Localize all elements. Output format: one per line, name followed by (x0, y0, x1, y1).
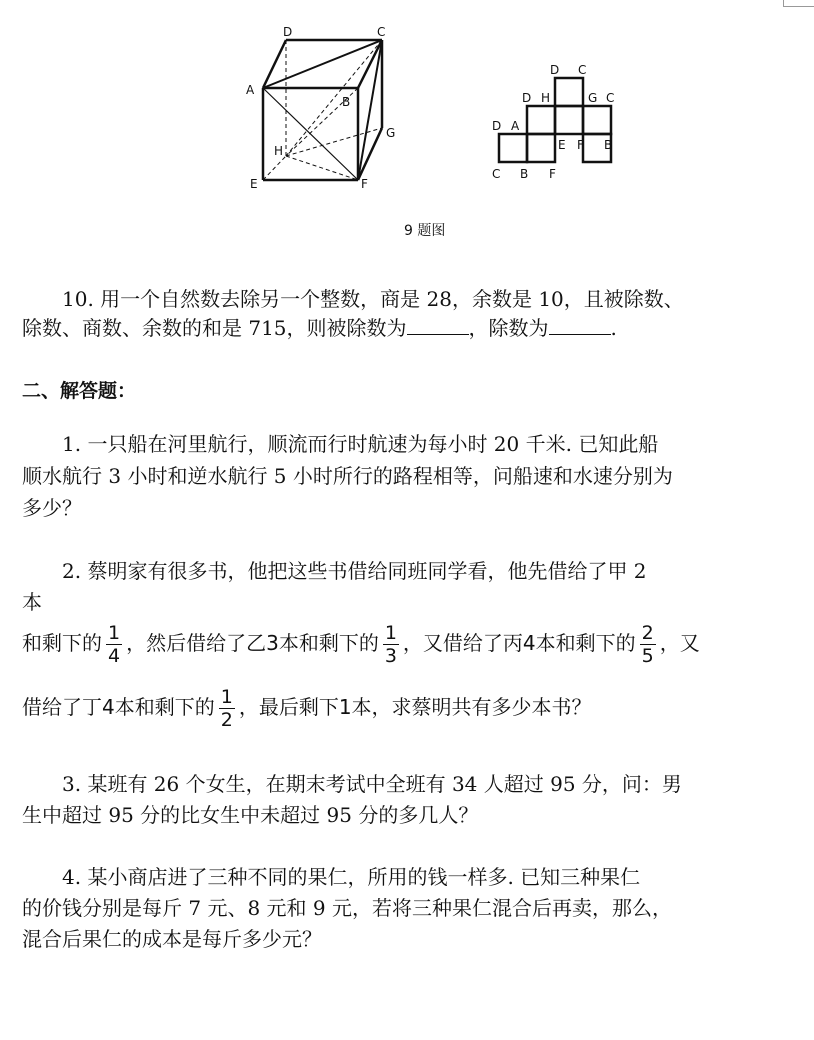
cube-label-D: D (283, 25, 293, 39)
net-label-11: B (604, 138, 613, 152)
q2-text-3c: ，又借给了丙4本和剩下的 (402, 631, 636, 655)
cube-label-C: C (377, 25, 386, 39)
q2-line4 (22, 686, 814, 731)
q3-line1 (22, 770, 792, 799)
net-label-5: G (588, 91, 598, 105)
cube-label-E: E (250, 177, 258, 191)
cube-drawing (263, 40, 382, 180)
net-label-2: C (578, 63, 587, 77)
q1-line3: 多少？ (22, 496, 82, 520)
fraction-one-quarter: $\frac{1}{4}$ (108, 622, 121, 667)
q2-text-1: 2. 蔡明家有很多书，他把这些书借给同班同学看，他先借给了甲 2 (62, 559, 647, 583)
q2-text-3b: ，然后借给了乙3本和剩下的 (126, 631, 379, 655)
q3-text-1: 3. 某班有 26 个女生，在期末考试中全班有 34 人超过 95 分，问：男 (62, 772, 682, 796)
net-label-3: D (522, 91, 532, 105)
net-label-12: C (492, 167, 501, 181)
net-label-7: D (492, 119, 502, 133)
q4-line2: 的价钱分别是每斤 7 元、8 元和 9 元，若将三种果仁混合后再卖，那么， (22, 896, 672, 920)
q4-line1 (22, 863, 792, 892)
q3-line2: 生中超过 95 分的比女生中未超过 95 分的多几人？ (22, 803, 479, 827)
q2-text-4a: 借给了丁4本和剩下的 (22, 695, 215, 719)
q2-text-3a: 和剩下的 (22, 631, 102, 655)
q1-text-1: 1. 一只船在河里航行，顺流而行时航速为每小时 20 千米. 已知此船 (62, 432, 659, 456)
q2-text-3d: ，又 (659, 631, 700, 655)
net-label-10: F (577, 138, 584, 152)
cube-label-B: B (342, 95, 351, 109)
q10-text-2b: ，除数为 (468, 316, 549, 340)
q4-text-1: 4. 某小商店进了三种不同的果仁，所用的钱一样多. 已知三种果仁 (62, 865, 641, 889)
net-label-4: H (541, 91, 551, 105)
answer-blank-divisor[interactable] (549, 316, 611, 335)
net-label-1: D (550, 63, 560, 77)
cube-label-F: F (361, 177, 368, 191)
net-label-13: B (520, 167, 529, 181)
q2-line3 (22, 622, 814, 667)
net-label-8: A (511, 119, 520, 133)
q2-text-4b: ，最后剩下1本，求蔡明共有多少本书？ (238, 695, 592, 719)
cube-label-G: G (386, 126, 396, 140)
q10-text-2c: . (610, 316, 617, 340)
net-label-9: E (558, 138, 566, 152)
section-heading: 二、解答题： (22, 380, 137, 402)
q2-line1 (22, 557, 792, 586)
fraction-one-third: $\frac{1}{3}$ (384, 622, 397, 667)
q10-text-2a: 除数、商数、余数的和是 715，则被除数为 (22, 316, 407, 340)
q10-line2 (22, 314, 792, 343)
q4-line3: 混合后果仁的成本是每斤多少元？ (22, 927, 322, 951)
fraction-one-half: $\frac{1}{2}$ (220, 686, 233, 731)
figure-caption: 9 题图 (404, 223, 446, 239)
net-label-14: F (549, 167, 556, 181)
cube-label-H: H (274, 144, 284, 158)
cube-label-A: A (246, 83, 255, 97)
figure-9 (0, 0, 814, 250)
net-label-6: C (606, 91, 615, 105)
q1-line2: 顺水航行 3 小时和逆水航行 5 小时所行的路程相等，问船速和水速分别为 (22, 464, 673, 488)
q10-line1 (22, 285, 792, 314)
q1-line1 (22, 430, 792, 459)
q10-text-1: 10. 用一个自然数去除另一个整数，商是 28，余数是 10，且被除数、 (62, 287, 684, 311)
answer-blank-dividend[interactable] (407, 316, 469, 335)
cube-figure (0, 0, 814, 250)
fraction-two-fifths: $\frac{2}{5}$ (641, 622, 654, 667)
q2-line2: 本 (22, 590, 42, 614)
